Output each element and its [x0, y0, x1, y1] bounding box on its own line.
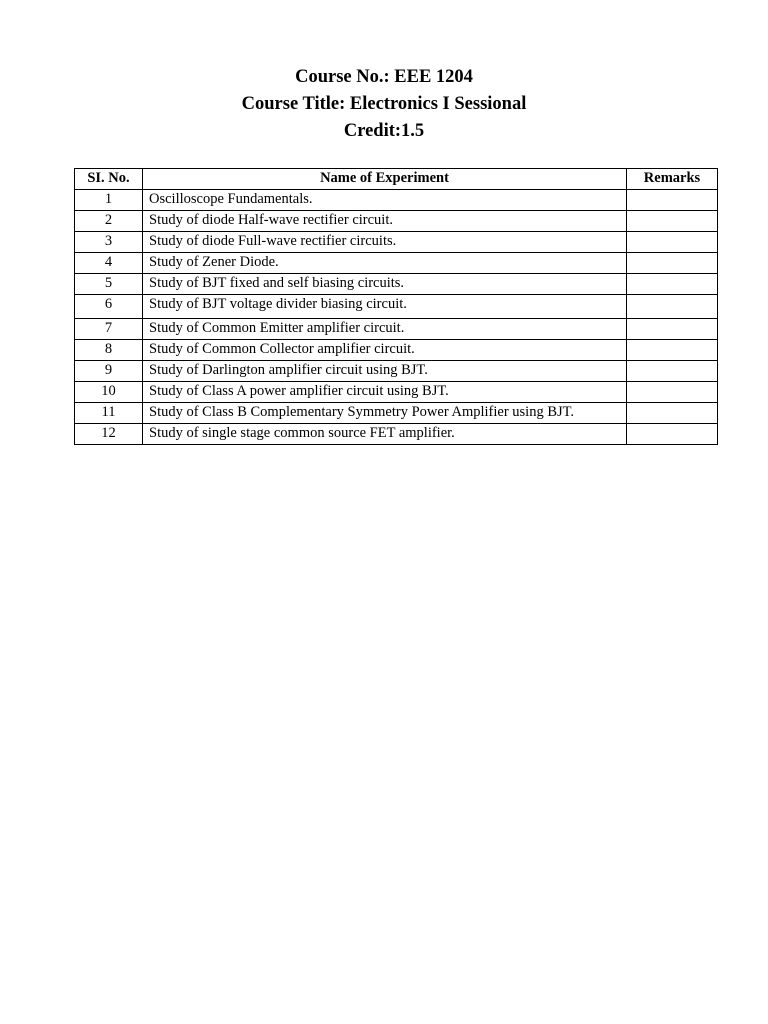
experiment-name-cell: Study of Class B Complementary Symmetry Power Amplifier using BJT. [143, 403, 627, 424]
experiment-name-cell: Study of diode Half-wave rectifier circuit. [143, 211, 627, 232]
table-row [75, 424, 718, 445]
table-row [75, 361, 718, 382]
column-header-remarks: Remarks [627, 169, 718, 190]
table-row [75, 319, 718, 340]
serial-cell: 1 [75, 190, 143, 211]
course-number: Course No.: EEE 1204 [295, 67, 473, 87]
serial-cell: 4 [75, 253, 143, 274]
serial-cell: 7 [75, 319, 143, 340]
column-header-serial: SI. No. [75, 169, 143, 190]
course-heading [0, 64, 768, 145]
table-row [75, 211, 718, 232]
course-title: Course Title: Electronics I Sessional [241, 94, 527, 114]
remarks-cell [627, 403, 718, 424]
serial-cell: 9 [75, 361, 143, 382]
remarks-cell [627, 190, 718, 211]
remarks-cell [627, 253, 718, 274]
serial-cell: 12 [75, 424, 143, 445]
experiment-name-cell: Study of Class A power amplifier circuit using BJT. [143, 382, 627, 403]
table-row [75, 253, 718, 274]
remarks-cell [627, 319, 718, 340]
experiment-name-cell: Study of Common Collector amplifier circuit. [143, 340, 627, 361]
serial-cell: 6 [75, 295, 143, 319]
remarks-cell [627, 295, 718, 319]
remarks-cell [627, 211, 718, 232]
remarks-cell [627, 382, 718, 403]
table-row [75, 295, 718, 319]
table-row [75, 403, 718, 424]
experiment-table [74, 168, 718, 445]
serial-cell: 5 [75, 274, 143, 295]
table-row [75, 382, 718, 403]
remarks-cell [627, 340, 718, 361]
experiment-name-cell: Study of BJT fixed and self biasing circuits. [143, 274, 627, 295]
table-row [75, 274, 718, 295]
table-row [75, 232, 718, 253]
table-row [75, 190, 718, 211]
column-header-name: Name of Experiment [143, 169, 627, 190]
course-credit: Credit:1.5 [343, 121, 425, 141]
remarks-cell [627, 274, 718, 295]
serial-cell: 3 [75, 232, 143, 253]
experiment-name-cell: Study of Zener Diode. [143, 253, 627, 274]
table-row [75, 340, 718, 361]
table-header-row [75, 169, 718, 190]
experiment-name-cell: Study of Common Emitter amplifier circuit. [143, 319, 627, 340]
experiment-name-cell: Study of single stage common source FET amplifier. [143, 424, 627, 445]
experiment-name-cell: Study of BJT voltage divider biasing circuit. [143, 295, 627, 319]
remarks-cell [627, 232, 718, 253]
serial-cell: 11 [75, 403, 143, 424]
remarks-cell [627, 424, 718, 445]
experiment-name-cell: Study of Darlington amplifier circuit using BJT. [143, 361, 627, 382]
serial-cell: 2 [75, 211, 143, 232]
remarks-cell [627, 361, 718, 382]
experiment-name-cell: Oscilloscope Fundamentals. [143, 190, 627, 211]
experiment-name-cell: Study of diode Full-wave rectifier circuits. [143, 232, 627, 253]
serial-cell: 10 [75, 382, 143, 403]
serial-cell: 8 [75, 340, 143, 361]
